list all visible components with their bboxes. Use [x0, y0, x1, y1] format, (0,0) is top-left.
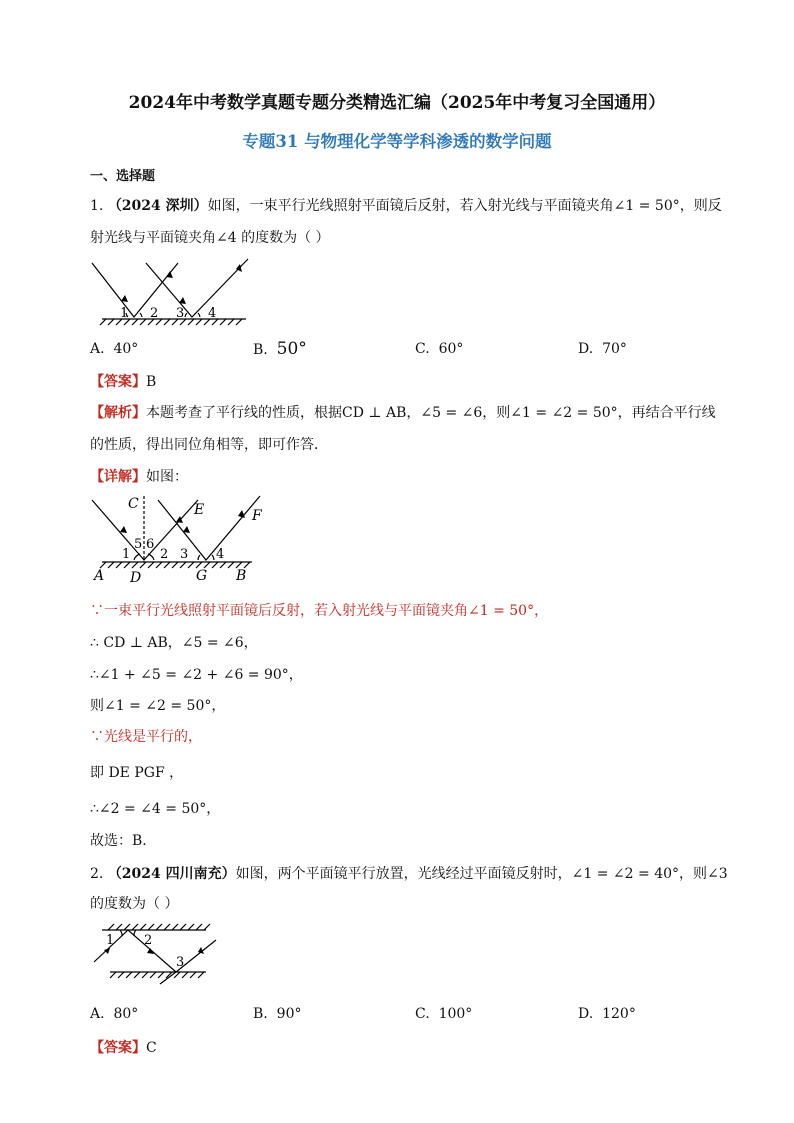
q2-top-mirror-hatch [108, 924, 210, 930]
q2-choice-d [578, 1006, 636, 1022]
detail-label-1: 1 [122, 547, 131, 562]
q2-choice-a [90, 1006, 138, 1022]
q1-detail [90, 466, 188, 486]
q1-label-1: 1 [120, 306, 129, 321]
q2-label-3: 3 [176, 955, 185, 970]
detail-label-2: 2 [160, 547, 169, 562]
q1-arrow-3 [179, 297, 186, 304]
q1-choice-b [253, 339, 307, 359]
detail-label-4: 4 [216, 547, 225, 562]
detail-label-f: F [252, 508, 262, 524]
q1-choice-c-text: 60° [438, 341, 464, 357]
q1-arrow-1 [121, 295, 128, 302]
q1-answer-tag: 【答案】 [90, 374, 146, 390]
q1-step-5: ∵光线是平行的， [90, 729, 202, 745]
q1-choice-c [415, 341, 463, 357]
q2-answer [90, 1037, 157, 1057]
q2-number: 2. [90, 866, 104, 882]
q2-stem-line-1 [90, 863, 728, 883]
q1-stem-line-1 [90, 195, 722, 215]
q1-ray-1 [92, 263, 178, 317]
q1-arrow-2 [166, 271, 173, 278]
q2-choice-b-letter: B. [253, 1006, 268, 1022]
q2-label-1: 1 [106, 933, 115, 948]
detail-label-d: D [130, 570, 142, 586]
q1-step-1: ∵一束平行光线照射平面镜后反射，若入射光线与平面镜夹角∠1 = 50°， [90, 603, 549, 619]
detail-label-5: 5 [134, 537, 143, 552]
q1-step-6: 即 DE PGF ， [90, 765, 184, 781]
detail-label-a: A [94, 568, 105, 584]
detail-label-g: G [196, 568, 208, 584]
q1-label-2: 2 [150, 306, 159, 321]
q1-step-2: ∴ CD ⊥ AB，∠5 = ∠6， [90, 635, 258, 651]
topic-subtitle: 专题31 与物理化学等学科渗透的数学问题 [242, 132, 552, 151]
q1-choice-b-text: 50° [276, 339, 307, 359]
q1-analysis-line-1 [90, 402, 716, 422]
q1-stem-b: 射光线与平面镜夹角∠4 的度数为（ ） [90, 230, 330, 246]
q1-answer [90, 371, 156, 391]
detail-label-6: 6 [146, 537, 155, 552]
detail-mirror-hatch [100, 562, 250, 568]
q1-step-3: ∴∠1 + ∠5 = ∠2 + ∠6 = 90°， [90, 667, 303, 683]
q1-choice-a-letter: A. [90, 341, 105, 357]
document-title: 2024年中考数学真题专题分类精选汇编（2025年中考复习全国通用） [128, 93, 666, 113]
detail-label-b: B [236, 568, 247, 584]
q1-label-4: 4 [208, 306, 217, 321]
q2-answer-tag: 【答案】 [90, 1040, 146, 1056]
q1-choice-c-letter: C. [415, 341, 430, 357]
q2-stem-a: 如图，两个平面镜平行放置，光线经过平面镜反射时，∠1 = ∠2 = 40°，则∠3 [235, 866, 728, 882]
q1-choice-d-letter: D. [578, 341, 594, 357]
q2-answer-value: C [146, 1040, 157, 1056]
q1-analysis-a: 本题考查了平行线的性质，根据CD ⊥ AB，∠5 = ∠6，则∠1 = ∠2 = 50°，再结合平行线 [146, 405, 716, 421]
q2-arrow-2 [147, 948, 154, 954]
q2-stem-b: 的度数为（ ） [90, 896, 179, 912]
q1-detail-text: 如图： [146, 469, 188, 485]
q1-step-4: 则∠1 = ∠2 = 50°， [90, 698, 226, 714]
q2-choice-d-letter: D. [578, 1006, 594, 1022]
section-heading: 一、选择题 [90, 169, 156, 184]
q2-choice-b [253, 1006, 301, 1022]
q1-choice-d-text: 70° [602, 341, 627, 357]
detail-arrow-4 [238, 510, 245, 518]
detail-arrow-1 [120, 526, 127, 533]
detail-label-c: C [128, 496, 139, 512]
q1-number: 1. [90, 198, 104, 214]
q1-choice-a-text: 40° [113, 341, 139, 357]
q2-bottom-mirror-hatch [110, 972, 204, 978]
q1-choice-a [90, 341, 138, 357]
q2-choice-d-text: 120° [602, 1006, 636, 1022]
q2-source: （2024 四川南充） [107, 866, 236, 882]
q1-figure [88, 255, 258, 327]
q1-ray-2 [146, 259, 248, 317]
q1-step-7: ∴∠2 = ∠4 = 50°， [90, 801, 221, 817]
q1-stem-a: 如图，一束平行光线照射平面镜后反射，若入射光线与平面镜夹角∠1 = 50°，则反 [207, 198, 722, 214]
q1-detail-figure [88, 492, 268, 588]
q2-choice-b-text: 90° [276, 1006, 302, 1022]
q2-choice-a-text: 80° [113, 1006, 139, 1022]
detail-label-3: 3 [180, 547, 189, 562]
detail-label-e: E [194, 502, 205, 518]
q1-step-8: 故选：B． [90, 833, 157, 849]
q2-label-2: 2 [144, 933, 153, 948]
q1-answer-value: B [146, 374, 157, 390]
q1-analysis-b: 的性质，得出同位角相等，即可作答． [90, 437, 328, 453]
q2-choice-c [415, 1006, 472, 1022]
detail-arrow-3 [183, 526, 190, 533]
q1-choice-d [578, 341, 627, 357]
q2-choice-c-letter: C. [415, 1006, 430, 1022]
q1-detail-tag: 【详解】 [90, 469, 146, 485]
q1-analysis-tag: 【解析】 [90, 405, 146, 421]
q1-source: （2024 深圳） [107, 198, 208, 214]
q1-label-3: 3 [176, 306, 185, 321]
q2-choice-c-text: 100° [438, 1006, 473, 1022]
q1-choice-b-letter: B. [253, 342, 268, 358]
q2-figure [88, 918, 228, 986]
q2-choice-a-letter: A. [90, 1006, 105, 1022]
